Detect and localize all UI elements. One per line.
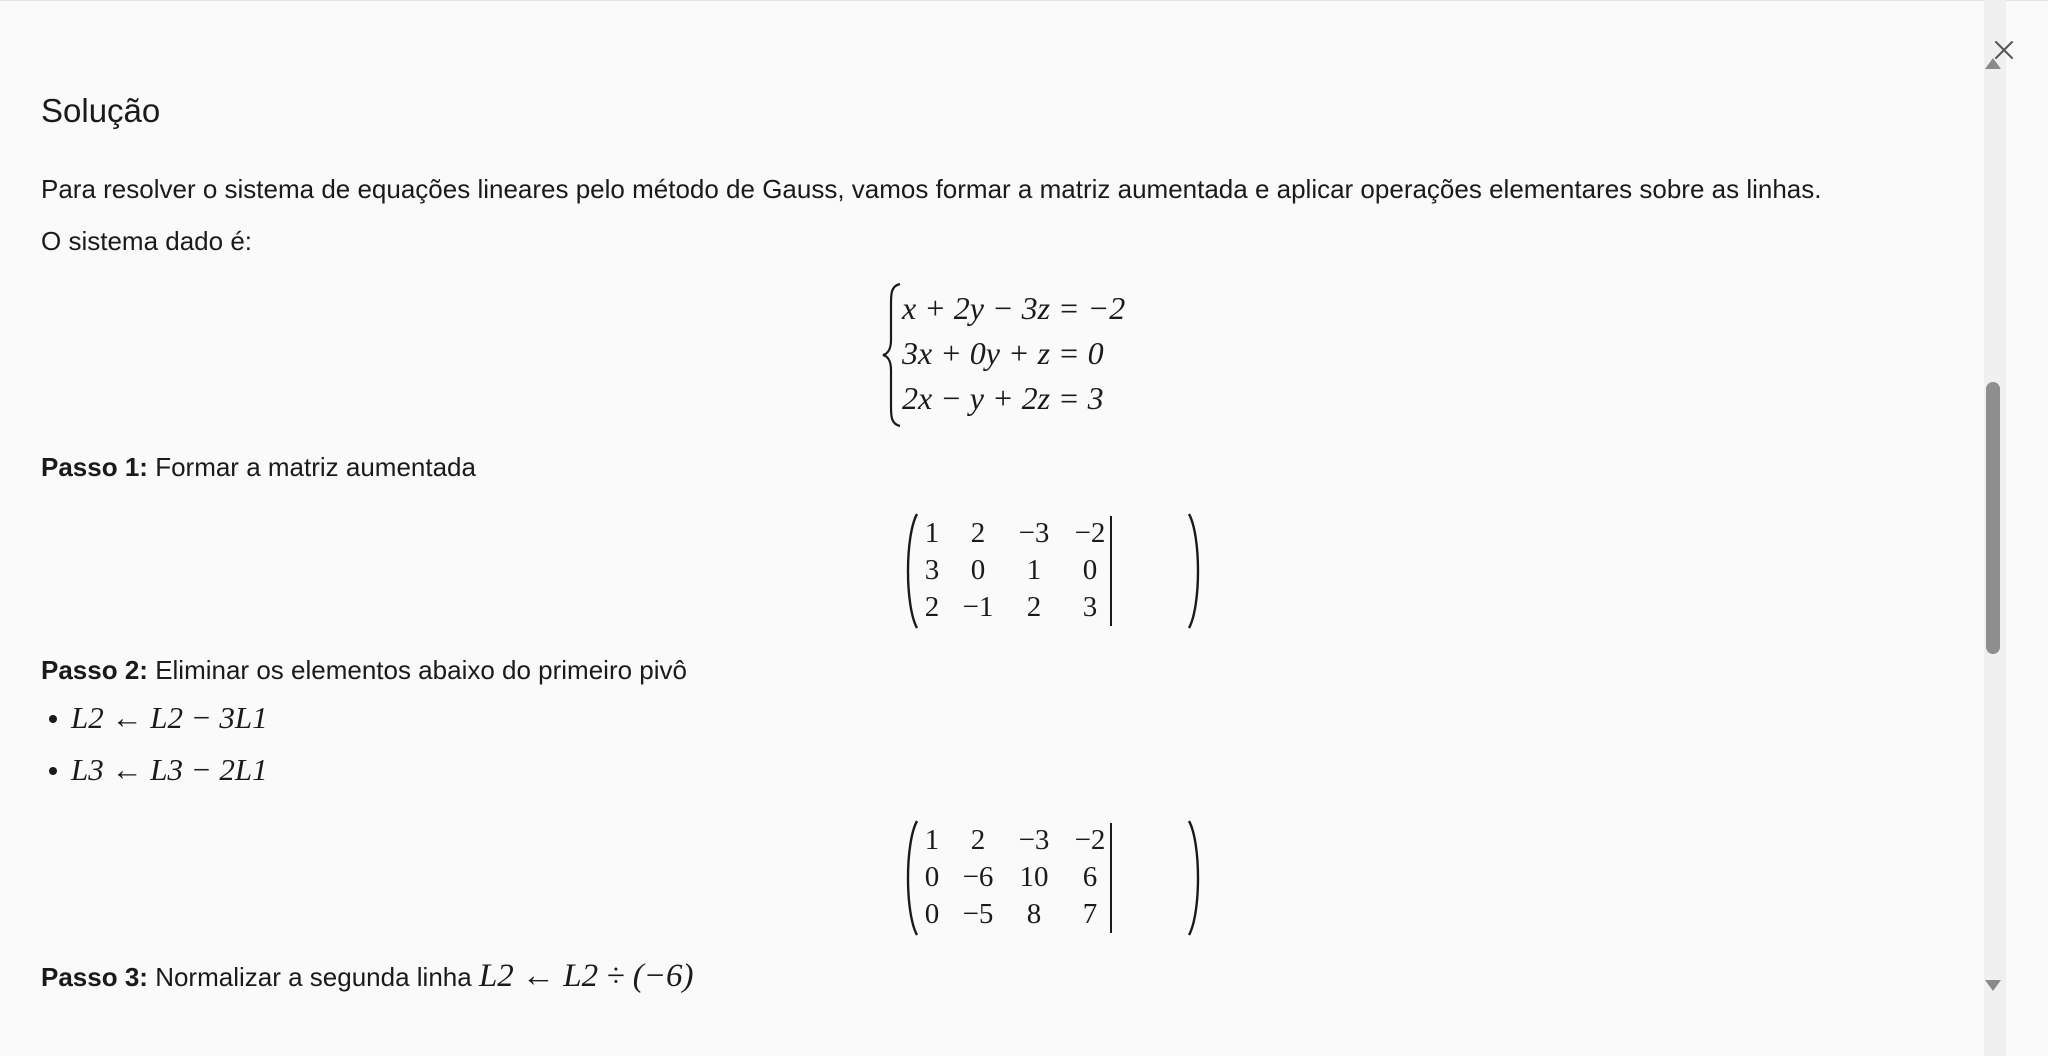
matrix-cell: 8 [1026,898,1042,930]
matrix-cell: 0 [924,898,940,930]
list-item [49,700,268,736]
matrix-cell: 3 [924,554,940,586]
scrollbar-thumb[interactable] [1986,382,2000,654]
right-paren-icon [1187,819,1205,937]
equation-line: 3x + 0y + z = 0 [902,335,1104,371]
matrix-cell: −3 [1018,824,1050,856]
matrix-cell: −2 [1074,517,1106,549]
equation-line: 2x − y + 2z = 3 [902,380,1104,416]
matrix-cell: 3 [1082,591,1098,623]
row-operation: L3 ← L3 − 2L1 [71,752,268,787]
augmented-matrix-1 [901,512,1205,630]
equations [902,286,1125,421]
triangle-down-icon[interactable] [1985,980,2001,991]
matrix-cell: −5 [962,898,994,930]
row-operation: L2 ← L2 − 3L1 [71,700,268,735]
system-label: O sistema dado é: [41,226,252,256]
step-text: Eliminar os elementos abaixo do primeiro pivô [155,655,687,685]
step-3 [41,958,694,995]
step-label: Passo 3: [41,962,148,992]
matrix-cell: −1 [962,591,994,623]
bullet-icon [49,715,57,723]
step-text: Formar a matriz aumentada [155,452,476,482]
solution-title: Solução [41,92,161,129]
matrix-cell: 1 [1026,554,1042,586]
right-paren-icon [1187,512,1205,630]
matrix-cell: 1 [924,824,940,856]
step-formula: L2 ← L2 ÷ (−6) [478,958,694,994]
matrix-cell: −3 [1018,517,1050,549]
step-label: Passo 2: [41,655,148,685]
bullet-icon [49,767,57,775]
matrix-cell: 0 [924,861,940,893]
matrix-cell: 6 [1082,861,1098,893]
matrix-cell: −6 [962,861,994,893]
step-label: Passo 1: [41,452,148,482]
step-text: Normalizar a segunda linha [155,962,472,992]
equation-line: x + 2y − 3z = −2 [902,290,1126,326]
matrix-cell: 2 [970,517,986,549]
matrix-cell: 0 [970,554,986,586]
step-1 [41,452,476,483]
matrix-cell: −2 [1074,824,1106,856]
matrix-cell: 7 [1082,898,1098,930]
matrix-cell: 10 [1019,861,1049,893]
list-item [49,752,268,788]
matrix-cell: 2 [924,591,940,623]
close-icon[interactable] [1990,36,2018,64]
matrix-cell: 1 [924,517,940,549]
step-2 [41,655,687,686]
left-brace-icon [881,282,903,428]
intro-paragraph: Para resolver o sistema de equações lineares pelo método de Gauss, vamos formar a matriz aumentada e aplicar operações elementares sobre as linhas. [41,174,1822,204]
augmented-matrix-2 [901,819,1205,937]
matrix-cell: 2 [970,824,986,856]
matrix-cell: 0 [1082,554,1098,586]
matrix-cell: 2 [1026,591,1042,623]
